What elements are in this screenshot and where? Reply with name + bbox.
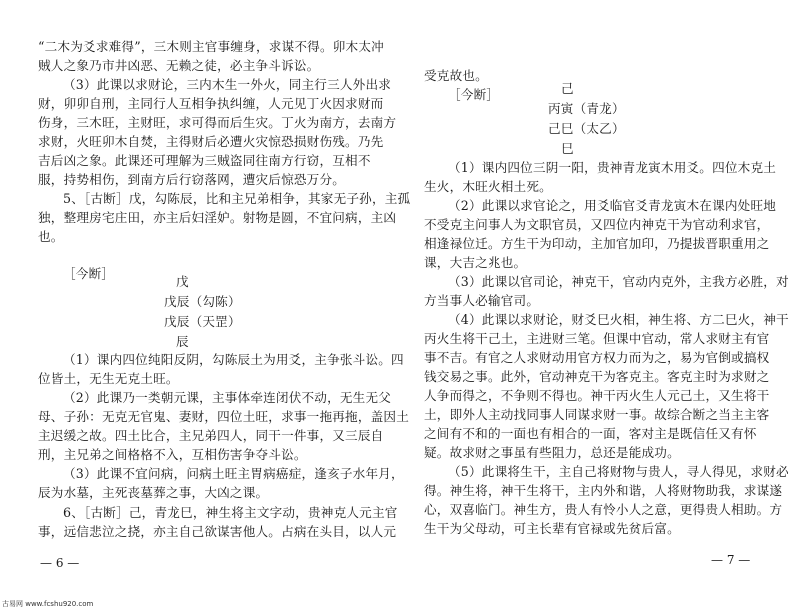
text-line: （4）此课以求财论，财爻巳火相，神生将、方二巳火，神干 bbox=[448, 312, 789, 327]
section-heading: ［今断］ bbox=[448, 87, 500, 102]
text-line: 钱交易之事。此外，官动神克干为客克主。客克主时为求财之 bbox=[424, 369, 770, 384]
divination-line: 巳 bbox=[561, 141, 574, 156]
section-heading: ［今断］ bbox=[63, 266, 115, 281]
text-line: （3）此课以官司论，神克干，官动内克外，主我方必胜，对 bbox=[448, 274, 789, 289]
page-number: — 6 — bbox=[40, 556, 80, 570]
text-line: 辰为水墓，主死丧墓葬之事，大凶之课。 bbox=[38, 485, 269, 500]
text-line: （2）此课以求官论之，用爻临官爻青龙寅木在课内处旺地 bbox=[448, 198, 777, 213]
text-line: 事不吉。有官之人求财动用官方权力而为之，易为官倒或搞权 bbox=[424, 350, 770, 365]
text-line: （3）此课不宜问病，问病土旺主胃病癌症，逢亥子水年月， bbox=[63, 466, 404, 481]
text-line: 吉后凶之象。此课还可理解为三贼盗同往南方行窃，互相不 bbox=[38, 153, 371, 168]
text-line: 土，即外人主动找同事人同谋求财一事。故综合断之当主主客 bbox=[424, 407, 770, 422]
text-line: 5、［古断］戊，勾陈辰，比和主兄弟相争，其家无子孙，主孤 bbox=[63, 191, 411, 206]
text-line: （2）此课乃一类朝元课，主事体牵连闭伏不动，无生无父 bbox=[63, 390, 392, 405]
text-line: （3）此课以求财论，三内木生一外火，同主行三人外出求 bbox=[63, 77, 392, 92]
text-line: 丙火生将干己土，主进财三笔。但课中官动，常人求财主有官 bbox=[424, 331, 770, 346]
text-line: 求财，火旺卯木自焚，主得财后必遭火灾惊恐损财伤残。乃先 bbox=[38, 134, 384, 149]
text-line: 生火，木旺火相土死。 bbox=[424, 179, 552, 194]
text-line: 独，整理房宅庄田，亦主后妇淫妒。射物是圆，不宜问病，主凶 bbox=[38, 210, 397, 225]
text-line: 相逢禄位迁。方生干为印动，主加官加印，乃提拔晋职重用之 bbox=[424, 236, 770, 251]
text-line: 主迟缓之故。四土比合，主兄弟四人，同干一件事，又三辰自 bbox=[38, 428, 384, 443]
text-line: 事，远信悲泣之挠，亦主自己欲谋害他人。占病在头目，以人元 bbox=[38, 524, 397, 539]
text-line: 得。神生将，神干生将干，主内外和谐，人将财物助我，求谋遂 bbox=[424, 483, 783, 498]
divination-line: 戊辰（天罡） bbox=[164, 314, 241, 329]
divination-line: 己巳（太乙） bbox=[548, 121, 625, 136]
text-line: 贼人之象乃市井凶恶、无赖之徒，必主争斗诉讼。 bbox=[38, 58, 320, 73]
text-line: “二木为爻求难得”，三木则主官事缠身，求谋不得。卯木太冲 bbox=[38, 39, 384, 54]
text-line: 生干为父母动，可主长辈有官禄或先贫后富。 bbox=[424, 521, 680, 536]
text-line: 心，双喜临门。神生方，贵人有怜小人之意，更得贵人相助。方 bbox=[424, 502, 783, 517]
text-line: 刑，主兄弟之间格格不入，互相伤害争夺斗讼。 bbox=[38, 447, 307, 462]
text-line: 6、［古断］己，青龙巳，神生将主文字动，贵神克人元主官 bbox=[63, 505, 398, 520]
text-line: 也。 bbox=[38, 229, 64, 244]
text-line: （1）课内四位纯阳反阴，勾陈辰土为用爻，主争张斗讼。四 bbox=[63, 352, 404, 367]
divination-line: 戊辰（勾陈） bbox=[164, 294, 241, 309]
watermark: 古易网 www.fcshu920.com bbox=[2, 600, 94, 608]
right-page bbox=[396, 0, 793, 612]
text-line: 位皆土，无生无克土旺。 bbox=[38, 371, 179, 386]
text-line: 课，大吉之兆也。 bbox=[424, 255, 527, 270]
divination-line: 戊 bbox=[176, 274, 189, 289]
text-line: （5）此课将生干，主自己将财物与贵人，寻人得见，求财必 bbox=[448, 464, 789, 479]
page-number: — 7 — bbox=[711, 553, 751, 567]
text-line: 方当事人必输官司。 bbox=[424, 293, 540, 308]
text-line: 受克故也。 bbox=[424, 68, 488, 83]
divination-line: 己 bbox=[561, 81, 574, 96]
text-line: 人争而得之，不争则不得也。神干丙火生人元己土，又生将干 bbox=[424, 388, 770, 403]
text-line: 母、子孙：无克无官鬼、妻财，四位土旺，求事一拖再拖，盖因土 bbox=[38, 409, 410, 424]
text-line: （1）课内四位三阴一阳，贵神青龙寅木用爻。四位木克土 bbox=[448, 160, 777, 175]
text-line: 之间有不和的一面也有相合的一面，客对主是既信任又有怀 bbox=[424, 426, 757, 441]
text-line: 不受克主问事人为文职官员，又四位内神克干为官动利求官， bbox=[424, 217, 770, 232]
divination-line: 丙寅（青龙） bbox=[548, 101, 625, 116]
divination-line: 辰 bbox=[176, 334, 189, 349]
text-line: 财，卯卯自刑，主同行人互相争执纠缠，人元见丁火因求财而 bbox=[38, 96, 384, 111]
text-line: 疑。故求财之事虽有些阻力，总还是能成功。 bbox=[424, 445, 680, 460]
text-line: 伤身，三木旺，主财旺，求可得而后生灾。丁火为南方，去南方 bbox=[38, 115, 397, 130]
text-line: 服，持势相伤，到南方后行窃落网，遭灾后惊恐万分。 bbox=[38, 172, 346, 187]
